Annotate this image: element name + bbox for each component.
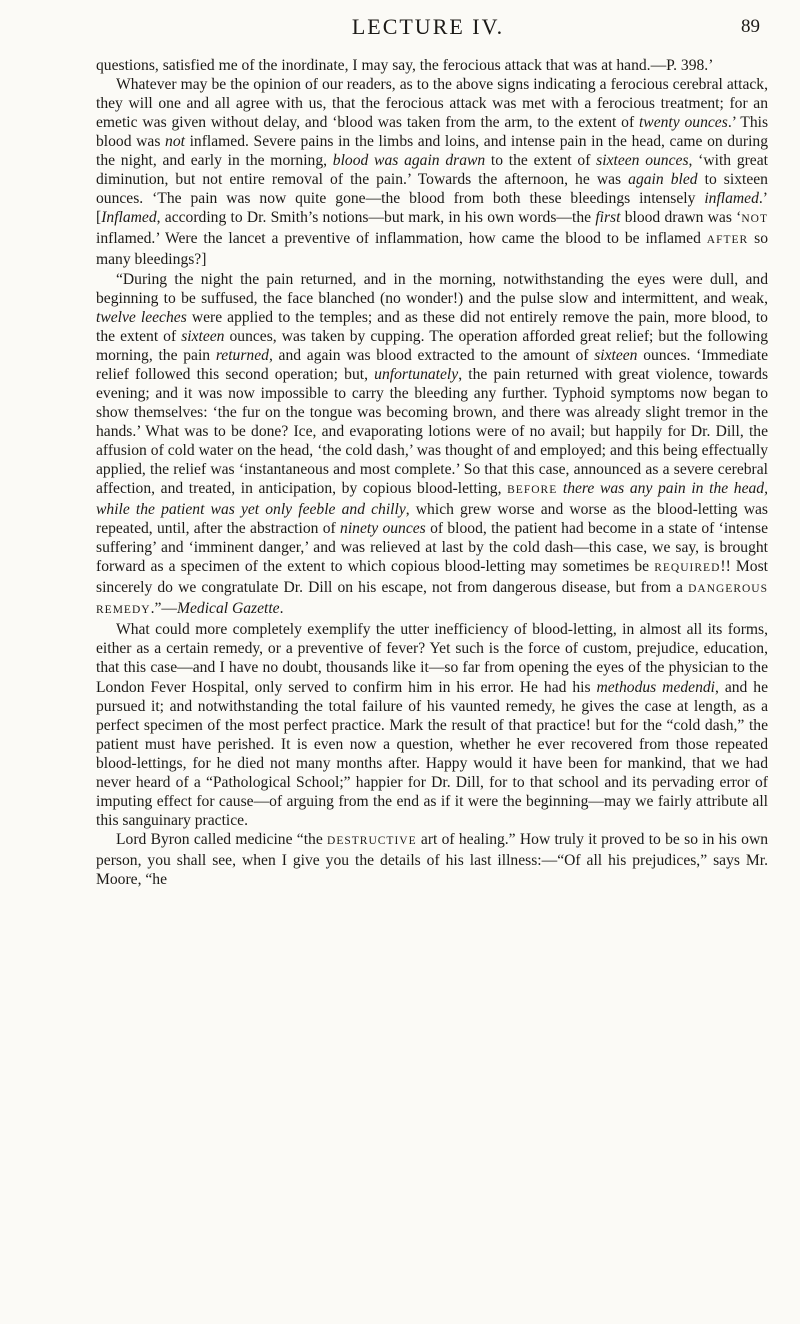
paragraph-4 xyxy=(96,620,768,830)
text-segment: DESTRUCTIVE xyxy=(327,834,417,847)
text-segment: ninety ounces xyxy=(340,520,426,538)
text-segment: DANGEROUS REMEDY xyxy=(96,583,768,617)
text-segment: , the pain returned with great violence, towards evening; and it was now impossible to carry the bleeding any further. Typhoid symptoms now began to show themselves: ‘the fur on the tongue was becoming brown, and there was already slight tremor in the hands.’ What was to be done? Ice, and evaporating lotions were of no avail; but happily for Dr. Dill, the affusion of cold water on the head, ‘the cold dash,’ was thought of and employed; and this being effectually applied, the relief was ‘instantaneous and most complete.’ So that this case, announced as a severe cerebral affection, and treated, in anticipation, by copious blood-letting, xyxy=(96,365,769,498)
paragraph-3 xyxy=(96,270,768,621)
text-segment: art of healing.” How truly it proved to be so in his own person, you shall see, when I give you the details of his last illness:—“Of all his prejudices,” says Mr. Moore, “he xyxy=(96,830,768,888)
running-title: LECTURE IV. xyxy=(351,14,505,39)
paragraph-5 xyxy=(96,830,768,889)
text-segment: ounces, was taken by cupping. The operation afforded great relief; but the following morning, the pain xyxy=(96,327,768,364)
text-segment: .”— xyxy=(150,600,177,618)
body-text xyxy=(96,56,768,889)
text-segment: to sixteen ounces. ‘The pain was now quite gone—the blood from both these bleedings intensely xyxy=(96,171,768,208)
text-segment: Whatever may be the opinion of our readers, as to the above signs indicating a ferocious cerebral attack, they will one and all agree with us, that the ferocious attack was met with a ferocious treatment; for an emetic was given without delay, and ‘blood was taken from the arm, to the extent of xyxy=(96,76,768,132)
text-segment: blood drawn was ‘ xyxy=(620,209,742,227)
text-segment: blood was again drawn xyxy=(332,152,486,170)
text-segment: sixteen xyxy=(594,346,638,364)
text-segment: AFTER xyxy=(706,234,749,247)
text-segment: . xyxy=(279,600,284,618)
text-segment: .’ This blood was xyxy=(96,114,769,151)
text-segment: twenty ounces xyxy=(638,114,728,132)
text-segment: inflamed xyxy=(704,190,759,208)
text-segment: so many bleedings?] xyxy=(96,230,768,269)
text-segment: again bled xyxy=(628,171,698,189)
text-segment: returned xyxy=(215,346,269,364)
text-segment: , and again was blood extracted to the amount of xyxy=(268,346,595,364)
text-segment: there was any pain in the head, while the patient was yet only feeble and chilly xyxy=(96,480,769,519)
text-segment: Lord Byron called medicine “the xyxy=(116,830,328,848)
text-segment: ounces. ‘Immediate relief followed this second operation; but, xyxy=(96,346,768,383)
text-segment: twelve leeches xyxy=(96,308,187,326)
text-segment: REQUIRED xyxy=(654,562,721,575)
text-segment: Medical Gazette xyxy=(176,600,280,618)
text-segment: were applied to the temples; and as these did not entirely remove the pain, more blood, to the extent of xyxy=(96,308,768,345)
running-head xyxy=(96,14,760,44)
text-segment: methodus medendi xyxy=(596,678,716,696)
text-segment: , ‘with great diminution, but not entire removal of the pain.’ Towards the afternoon, he was xyxy=(96,152,768,189)
text-segment: , which grew worse and worse as the blood-letting was repeated, until, after the abstraction of xyxy=(96,501,768,538)
text-segment: unfortunately xyxy=(374,365,459,383)
text-segment: .’ [ xyxy=(96,190,768,227)
text-segment: BEFORE xyxy=(507,484,558,497)
paragraph-1 xyxy=(96,56,768,75)
text-segment: inflamed.’ Were the lancet a preventive of inflammation, how came the blood to be inflamed xyxy=(96,230,707,248)
text-segment: to the extent of xyxy=(485,152,597,170)
text-segment: first xyxy=(595,209,621,227)
text-segment: !! Most sincerely do we congratulate Dr. Dill on his escape, not from dangerous disease, but from a xyxy=(96,558,768,597)
text-segment: questions, satisfied me of the inordinate, I may say, the ferocious attack that was at hand.—P. 398.’ xyxy=(96,57,714,74)
paragraph-2 xyxy=(96,75,768,269)
page-number: 89 xyxy=(741,16,760,37)
text-segment: of blood, the patient had become in a state of ‘intense suffering’ and ‘imminent danger,’ and was relieved at last by the cold dash—this case, we say, is brought forward as a specimen of the extent to which copious blood-letting may sometimes be xyxy=(96,520,768,576)
text-segment: not xyxy=(165,133,185,151)
text-segment: What could more completely exemplify the utter inefficiency of blood-letting, in almost all its forms, either as a certain remedy, or a preventive of fever? Yet such is the force of custom, prejudice, education, that this case—and I have no doubt, thousands like it—so far from opening the eyes of the physician to the London Fever Hospital, only served to confirm him in his error. He had his xyxy=(96,621,768,696)
text-segment: , according to Dr. Smith’s notions—but mark, in his own words—the xyxy=(156,209,596,227)
text-segment: , and he pursued it; and notwithstanding the total failure of his vaunted remedy, he gives the case at length, as a perfect specimen of the most perfect practice. Mark the result of that practice! but for the “cold dash,” the patient must have perished. It is even now a question, whether he ever recovered from those repeated blood-lettings, for he died not many months after. Happy would it have been for mankind, that we had never heard of a “Pathological School;” happier for Dr. Dill, for to that school and its pervading error of imputing effect for cause—of arguing from the end as if it were the beginning—may we fairly attribute all this sanguinary practice. xyxy=(96,678,769,829)
text-segment: NOT xyxy=(741,213,768,226)
text-segment: “During the night the pain returned, and in the morning, notwithstanding the eyes were dull, and beginning to be suffused, the face blanched (no wonder!) and the pulse slow and intermittent, and weak, xyxy=(96,270,768,307)
text-segment: sixteen xyxy=(181,327,225,345)
text-segment: Inflamed xyxy=(101,209,157,227)
text-segment: sixteen ounces xyxy=(596,152,689,170)
text-segment: inflamed. Severe pains in the limbs and loins, and intense pain in the head, came on during the night, and early in the morning, xyxy=(96,133,768,170)
